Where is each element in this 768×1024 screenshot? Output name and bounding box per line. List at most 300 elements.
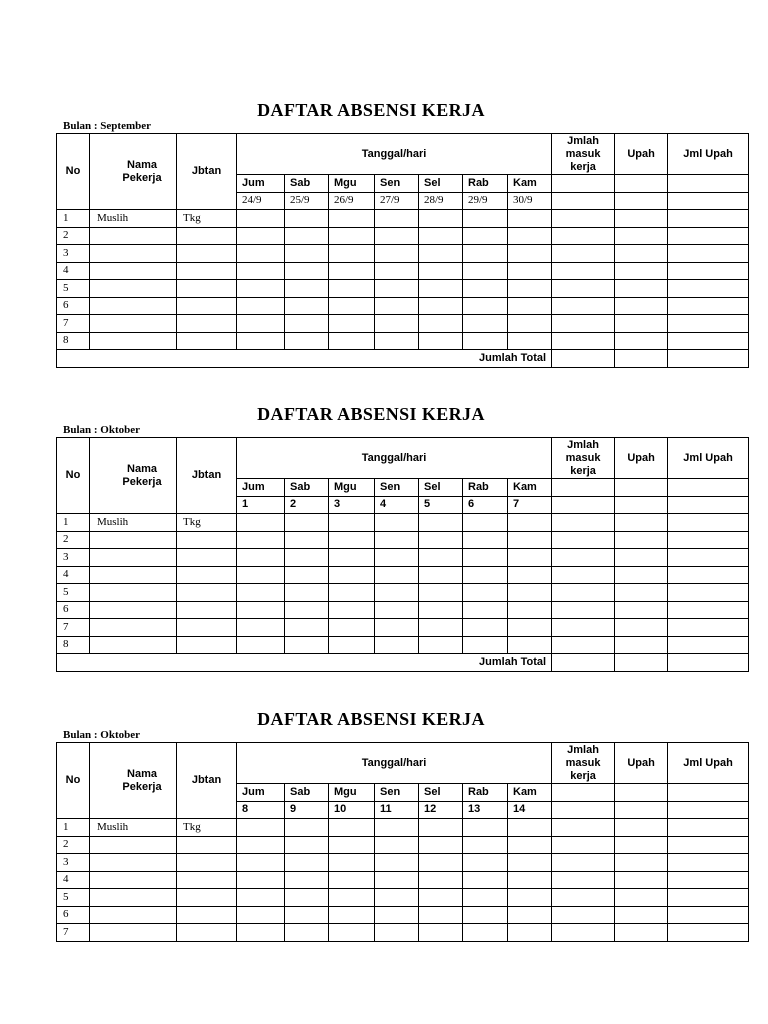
attendance-cell (419, 549, 463, 567)
total-row (57, 350, 749, 368)
attendance-cell (237, 601, 285, 619)
section-title: DAFTAR ABSENSI KERJA (257, 709, 485, 729)
attendance-cell (329, 210, 375, 228)
attendance-cell (508, 227, 552, 245)
attendance-cell (375, 280, 419, 298)
attendance-cell (552, 906, 615, 924)
attendance-cell (375, 227, 419, 245)
attendance-cell (329, 854, 375, 872)
worker-name (90, 245, 177, 263)
attendance-cell (508, 514, 552, 532)
attendance-cell (237, 210, 285, 228)
total-label: Jumlah Total (57, 350, 552, 368)
attendance-cell (463, 297, 508, 315)
attendance-cell (329, 906, 375, 924)
worker-name (90, 227, 177, 245)
attendance-cell (329, 514, 375, 532)
date-cell: 25/9 (285, 192, 329, 210)
attendance-cell (668, 566, 749, 584)
attendance-cell (237, 531, 285, 549)
worker-position (177, 227, 237, 245)
row-number: 1 (57, 819, 90, 837)
day-cell: Kam (508, 784, 552, 802)
attendance-cell (552, 262, 615, 280)
attendance-cell (463, 245, 508, 263)
attendance-cell (329, 584, 375, 602)
empty-cell (615, 175, 668, 193)
attendance-cell (463, 601, 508, 619)
header-jabatan: Jbtan (177, 743, 237, 819)
table-row (57, 854, 749, 872)
worker-position (177, 531, 237, 549)
attendance-cell (237, 819, 285, 837)
table-row (57, 262, 749, 280)
header-jumlah-masuk: Jmlah masuk kerja (552, 438, 615, 479)
attendance-cell (552, 871, 615, 889)
empty-cell (615, 479, 668, 497)
attendance-cell (285, 549, 329, 567)
attendance-cell (329, 245, 375, 263)
attendance-cell (463, 262, 508, 280)
worker-position (177, 262, 237, 280)
row-number: 1 (57, 210, 90, 228)
attendance-cell (285, 227, 329, 245)
header-no: No (57, 743, 90, 819)
row-number: 2 (57, 531, 90, 549)
worker-position (177, 871, 237, 889)
attendance-cell (463, 889, 508, 907)
day-cell: Sen (375, 784, 419, 802)
attendance-cell (668, 889, 749, 907)
empty-cell (615, 496, 668, 514)
attendance-cell (329, 636, 375, 654)
header-upah: Upah (615, 134, 668, 175)
date-cell: 1 (237, 496, 285, 514)
row-number: 7 (57, 924, 90, 942)
day-cell: Sel (419, 479, 463, 497)
attendance-cell (329, 315, 375, 333)
attendance-cell (552, 601, 615, 619)
attendance-cell (508, 549, 552, 567)
attendance-cell (552, 819, 615, 837)
row-number: 4 (57, 871, 90, 889)
worker-position (177, 601, 237, 619)
attendance-cell (285, 854, 329, 872)
empty-cell (552, 801, 615, 819)
empty-cell (668, 801, 749, 819)
attendance-cell (285, 819, 329, 837)
attendance-cell (375, 566, 419, 584)
attendance-cell (552, 619, 615, 637)
attendance-cell (285, 836, 329, 854)
attendance-cell (668, 636, 749, 654)
attendance-cell (615, 619, 668, 637)
header-nama-pekerja: Nama Pekerja (90, 743, 177, 819)
attendance-cell (329, 262, 375, 280)
attendance-cell (463, 854, 508, 872)
attendance-cell (668, 210, 749, 228)
date-cell: 3 (329, 496, 375, 514)
date-cell: 8 (237, 801, 285, 819)
attendance-cell (552, 836, 615, 854)
attendance-cell (668, 531, 749, 549)
day-cell: Mgu (329, 479, 375, 497)
attendance-cell (237, 566, 285, 584)
attendance-cell (463, 836, 508, 854)
date-cell: 10 (329, 801, 375, 819)
header-upah: Upah (615, 743, 668, 784)
attendance-cell (237, 636, 285, 654)
date-cell: 27/9 (375, 192, 419, 210)
date-cell: 9 (285, 801, 329, 819)
attendance-cell (508, 924, 552, 942)
attendance-cell (552, 280, 615, 298)
table-row (57, 332, 749, 350)
header-jumlah-masuk: Jmlah masuk kerja (552, 743, 615, 784)
day-cell: Jum (237, 175, 285, 193)
day-cell: Sel (419, 175, 463, 193)
day-cell: Sen (375, 175, 419, 193)
worker-position (177, 906, 237, 924)
attendance-cell (668, 619, 749, 637)
worker-name (90, 636, 177, 654)
attendance-cell (552, 889, 615, 907)
attendance-cell (463, 819, 508, 837)
date-cell: 30/9 (508, 192, 552, 210)
attendance-cell (552, 297, 615, 315)
table-row (57, 280, 749, 298)
attendance-cell (615, 871, 668, 889)
attendance-cell (419, 906, 463, 924)
row-number: 3 (57, 549, 90, 567)
attendance-cell (463, 636, 508, 654)
attendance-cell (237, 889, 285, 907)
header-no: No (57, 438, 90, 514)
worker-name: Muslih (90, 819, 177, 837)
date-cell: 24/9 (237, 192, 285, 210)
worker-position (177, 636, 237, 654)
worker-name (90, 332, 177, 350)
worker-position (177, 566, 237, 584)
attendance-cell (508, 636, 552, 654)
header-jml-upah: Jml Upah (668, 743, 749, 784)
table-row (57, 315, 749, 333)
attendance-cell (329, 549, 375, 567)
attendance-cell (615, 566, 668, 584)
worker-position (177, 245, 237, 263)
empty-cell (668, 479, 749, 497)
empty-cell (668, 784, 749, 802)
attendance-cell (375, 210, 419, 228)
total-jml-upah-cell (668, 350, 749, 368)
attendance-cell (463, 315, 508, 333)
worker-name (90, 549, 177, 567)
attendance-cell (419, 315, 463, 333)
attendance-cell (375, 297, 419, 315)
attendance-cell (508, 262, 552, 280)
row-number: 4 (57, 566, 90, 584)
day-cell: Sen (375, 479, 419, 497)
attendance-cell (615, 280, 668, 298)
table-row (57, 210, 749, 228)
row-number: 6 (57, 601, 90, 619)
worker-position (177, 315, 237, 333)
worker-name (90, 906, 177, 924)
attendance-cell (508, 854, 552, 872)
total-label: Jumlah Total (57, 654, 552, 672)
worker-name (90, 297, 177, 315)
attendance-cell (508, 871, 552, 889)
day-cell: Rab (463, 479, 508, 497)
empty-cell (668, 175, 749, 193)
attendance-cell (615, 636, 668, 654)
table-row (57, 601, 749, 619)
attendance-cell (615, 245, 668, 263)
header-nama-pekerja: Nama Pekerja (90, 438, 177, 514)
attendance-cell (615, 906, 668, 924)
attendance-cell (285, 924, 329, 942)
attendance-cell (419, 262, 463, 280)
attendance-cell (668, 245, 749, 263)
attendance-cell (285, 245, 329, 263)
attendance-cell (329, 227, 375, 245)
month-label: Bulan : September (63, 120, 151, 132)
worker-name (90, 889, 177, 907)
attendance-cell (463, 619, 508, 637)
attendance-cell (329, 531, 375, 549)
table-row (57, 566, 749, 584)
attendance-cell (375, 315, 419, 333)
attendance-cell (615, 210, 668, 228)
worker-name (90, 924, 177, 942)
header-row (57, 134, 749, 175)
attendance-cell (285, 531, 329, 549)
attendance-cell (508, 819, 552, 837)
attendance-cell (552, 854, 615, 872)
table-row (57, 297, 749, 315)
attendance-table (56, 437, 749, 672)
attendance-cell (615, 514, 668, 532)
attendance-cell (508, 619, 552, 637)
date-cell: 5 (419, 496, 463, 514)
attendance-cell (463, 584, 508, 602)
attendance-cell (285, 584, 329, 602)
worker-position (177, 889, 237, 907)
header-nama-pekerja: Nama Pekerja (90, 134, 177, 210)
attendance-cell (419, 245, 463, 263)
worker-name (90, 601, 177, 619)
attendance-cell (329, 332, 375, 350)
worker-name (90, 262, 177, 280)
attendance-cell (615, 819, 668, 837)
row-number: 6 (57, 906, 90, 924)
attendance-cell (615, 315, 668, 333)
attendance-cell (285, 332, 329, 350)
table-row (57, 227, 749, 245)
worker-name (90, 566, 177, 584)
attendance-cell (419, 514, 463, 532)
attendance-cell (508, 601, 552, 619)
total-upah-cell (615, 350, 668, 368)
worker-name (90, 871, 177, 889)
attendance-cell (329, 280, 375, 298)
attendance-cell (463, 280, 508, 298)
worker-position (177, 836, 237, 854)
attendance-cell (615, 584, 668, 602)
attendance-cell (668, 924, 749, 942)
attendance-cell (668, 819, 749, 837)
table-row (57, 549, 749, 567)
attendance-cell (419, 531, 463, 549)
attendance-cell (285, 906, 329, 924)
attendance-cell (329, 836, 375, 854)
empty-cell (668, 192, 749, 210)
date-cell: 12 (419, 801, 463, 819)
attendance-cell (668, 549, 749, 567)
attendance-cell (668, 871, 749, 889)
attendance-cell (668, 297, 749, 315)
attendance-cell (615, 227, 668, 245)
attendance-cell (419, 924, 463, 942)
attendance-cell (668, 332, 749, 350)
attendance-cell (552, 315, 615, 333)
attendance-cell (285, 280, 329, 298)
worker-position: Tkg (177, 514, 237, 532)
attendance-cell (285, 636, 329, 654)
worker-position: Tkg (177, 210, 237, 228)
attendance-cell (552, 245, 615, 263)
attendance-cell (615, 531, 668, 549)
attendance-cell (508, 889, 552, 907)
header-row (57, 438, 749, 479)
day-cell: Kam (508, 479, 552, 497)
attendance-cell (237, 280, 285, 298)
row-number: 8 (57, 636, 90, 654)
attendance-cell (419, 854, 463, 872)
total-masuk-cell (552, 350, 615, 368)
attendance-cell (463, 531, 508, 549)
attendance-cell (419, 280, 463, 298)
attendance-cell (285, 889, 329, 907)
worker-name (90, 531, 177, 549)
row-number: 5 (57, 280, 90, 298)
date-cell: 26/9 (329, 192, 375, 210)
attendance-cell (552, 210, 615, 228)
table-row (57, 584, 749, 602)
section-title: DAFTAR ABSENSI KERJA (257, 404, 485, 424)
attendance-table (56, 742, 749, 942)
empty-cell (552, 784, 615, 802)
attendance-cell (375, 262, 419, 280)
attendance-cell (552, 531, 615, 549)
worker-name (90, 584, 177, 602)
attendance-cell (375, 584, 419, 602)
worker-position (177, 619, 237, 637)
attendance-cell (285, 619, 329, 637)
attendance-cell (419, 297, 463, 315)
worker-position (177, 549, 237, 567)
attendance-cell (285, 210, 329, 228)
date-cell: 6 (463, 496, 508, 514)
attendance-cell (419, 871, 463, 889)
date-cell: 28/9 (419, 192, 463, 210)
attendance-cell (615, 601, 668, 619)
header-jabatan: Jbtan (177, 438, 237, 514)
empty-cell (552, 192, 615, 210)
worker-name: Muslih (90, 514, 177, 532)
header-tanggal-hari: Tanggal/hari (237, 438, 552, 479)
attendance-cell (237, 514, 285, 532)
attendance-cell (285, 315, 329, 333)
row-number: 4 (57, 262, 90, 280)
attendance-cell (419, 601, 463, 619)
attendance-cell (375, 531, 419, 549)
attendance-cell (615, 549, 668, 567)
worker-position (177, 924, 237, 942)
attendance-cell (508, 531, 552, 549)
attendance-cell (285, 514, 329, 532)
row-number: 2 (57, 227, 90, 245)
attendance-cell (375, 619, 419, 637)
worker-name: Muslih (90, 210, 177, 228)
attendance-cell (508, 245, 552, 263)
attendance-cell (237, 262, 285, 280)
attendance-cell (237, 924, 285, 942)
attendance-cell (329, 924, 375, 942)
total-upah-cell (615, 654, 668, 672)
attendance-cell (552, 924, 615, 942)
table-row (57, 924, 749, 942)
table-row (57, 889, 749, 907)
attendance-cell (285, 262, 329, 280)
table-row (57, 871, 749, 889)
attendance-cell (375, 514, 419, 532)
attendance-cell (508, 836, 552, 854)
worker-position: Tkg (177, 819, 237, 837)
attendance-cell (329, 619, 375, 637)
empty-cell (615, 192, 668, 210)
attendance-cell (615, 854, 668, 872)
worker-position (177, 280, 237, 298)
attendance-cell (419, 227, 463, 245)
attendance-cell (552, 514, 615, 532)
date-cell: 7 (508, 496, 552, 514)
attendance-cell (237, 619, 285, 637)
attendance-cell (375, 836, 419, 854)
attendance-cell (463, 566, 508, 584)
attendance-cell (329, 566, 375, 584)
day-cell: Sab (285, 479, 329, 497)
attendance-cell (237, 245, 285, 263)
attendance-cell (419, 584, 463, 602)
empty-cell (552, 175, 615, 193)
empty-cell (615, 784, 668, 802)
empty-cell (552, 479, 615, 497)
header-jml-upah: Jml Upah (668, 134, 749, 175)
attendance-cell (375, 854, 419, 872)
attendance-cell (419, 210, 463, 228)
header-jml-upah: Jml Upah (668, 438, 749, 479)
attendance-cell (375, 871, 419, 889)
row-number: 5 (57, 889, 90, 907)
header-tanggal-hari: Tanggal/hari (237, 134, 552, 175)
day-cell: Kam (508, 175, 552, 193)
attendance-cell (552, 227, 615, 245)
worker-name (90, 836, 177, 854)
attendance-cell (285, 297, 329, 315)
empty-cell (552, 496, 615, 514)
attendance-cell (237, 584, 285, 602)
